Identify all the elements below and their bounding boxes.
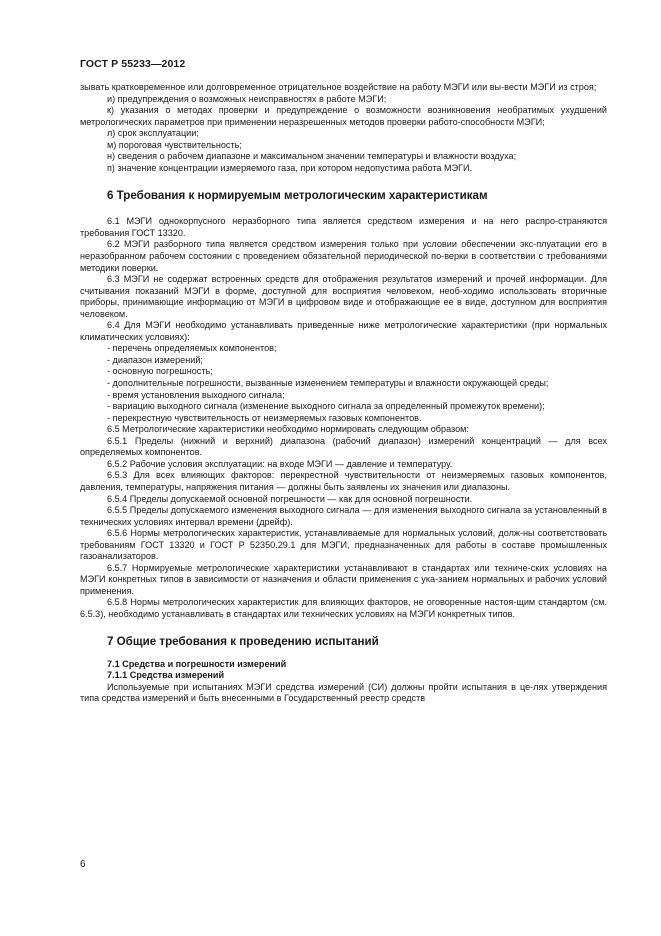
paragraph: 6.5.3 Для всех влияющих факторов: перекрестной чувствительности от неизмеряемых газовых компонентов, давления, температуры, напряжения питания — должны быть заявлены их значения или диапазоны. xyxy=(80,470,607,492)
paragraph: 6.5.8 Нормы метрологических характеристик для влияющих факторов, не оговоренные настоя-щим стандартом (см. 6.5.3), необходимо устанавливать в стандартах или технических условиях на МЭГИ конкретных типов. xyxy=(80,597,607,619)
section-heading: 7 Общие требования к проведению испытаний xyxy=(107,634,379,648)
paragraph: м) пороговая чувствительность; xyxy=(107,139,242,150)
paragraph: п) значение концентрации измеряемого газа, при котором недопустима работа МЭГИ. xyxy=(107,162,473,173)
paragraph: - перекрестную чувствительность от неизмеряемых газовых компонентов. xyxy=(107,412,422,423)
paragraph: зывать кратковременное или долговременное отрицательное воздействие на работу МЭГИ или вы-вести МЭГИ из строя; xyxy=(80,82,597,92)
paragraph: - время установления выходного сигнала; xyxy=(107,389,285,400)
page-number: 6 xyxy=(80,859,86,870)
paragraph: 6.5.5 Пределы допускаемого изменения выходного сигнала — для изменения выходного сигнала за установленный в технических условиях интервал времени (дрейф). xyxy=(80,505,607,527)
paragraph: 6.1 МЭГИ однокорпусного неразборного типа является средством измерения и на него распро-страняются требования ГОСТ 13320. xyxy=(80,216,607,238)
document-header: ГОСТ Р 55233—2012 xyxy=(80,58,186,70)
paragraph: 6.4 Для МЭГИ необходимо устанавливать приведенные ниже метрологические характеристики (при нормальных климатических условиях): xyxy=(80,320,607,342)
paragraph: 6.5.1 Пределы (нижний и верхний) диапазона (рабочий диапазон) измерений концентраций — для всех определяемых компонентов. xyxy=(80,435,607,458)
paragraph: 6.5.7 Нормируемые метрологические характеристики устанавливают в стандартах или техниче-ских условиях на МЭГИ конкретных типов в зависимости от назначения и области применения с ука-занием нормальных и рабочих условий применения. xyxy=(80,562,607,596)
paragraph: 6.5.6 Нормы метрологических характеристик, устанавливаемые для нормальных условий, долж-ны соответствовать требованиям ГОСТ 13320 и ГОСТ Р 52350.29.1 для МЭГИ, предназначенных для работы в составе промышленных газоанализаторов. xyxy=(80,528,607,562)
paragraph: 6.5.4 Пределы допускаемой основной погрешности — как для основной погрешности. xyxy=(107,493,473,504)
paragraph: - основную погрешность; xyxy=(107,366,213,377)
paragraph: - диапазон измерений; xyxy=(107,354,203,365)
paragraph: л) срок эксплуатации; xyxy=(107,128,199,139)
paragraph: - вариацию выходного сигнала (изменение выходного сигнала за определенный промежуток времени); xyxy=(107,401,545,412)
paragraph: - перечень определяемых компонентов; xyxy=(107,343,277,354)
document-body xyxy=(80,82,607,705)
paragraph: 6.3 МЭГИ не содержат встроенных средств для отображения результатов измерений и прочей информации. Для считывания показаний МЭГИ в форме, доступной для восприятия человеком, необ-ходимо использовать вторичные приборы, принимающие информацию от МЭГИ в цифровом виде и отображающие ее в виде, доступном для восприятия человеком. xyxy=(80,274,607,319)
paragraph: - дополнительные погрешности, вызванные изменением температуры и влажности окружающей среды; xyxy=(107,378,549,389)
subsection-heading: 7.1 Средства и погрешности измерений xyxy=(107,658,287,669)
paragraph: н) сведения о рабочем диапазоне и максимальном значении температуры и влажности воздуха; xyxy=(107,151,517,162)
paragraph: и) предупреждения о возможных неисправностях в работе МЭГИ; xyxy=(107,93,387,104)
paragraph: 6.5 Метрологические характеристики необходимо нормировать следующим образом: xyxy=(107,424,469,435)
subsection-heading: 7.1.1 Средства измерений xyxy=(107,670,225,681)
section-heading: 6 Требования к нормируемым метрологическим характеристикам xyxy=(107,189,488,203)
paragraph: 6.5.2 Рабочие условия эксплуатации: на входе МЭГИ — давление и температуру. xyxy=(107,458,453,469)
paragraph: Используемые при испытаниях МЭГИ средства измерений (СИ) должны пройти испытания в це-лях утверждения типа средства измерений и быть внесенными в Государственный реестр средств xyxy=(80,681,607,704)
paragraph: к) указания о методах проверки и предупреждение о возможности возникновения необратимых ухудшений метрологических параметров при применении неразрешенных методов проверки работо-способности МЭГИ; xyxy=(80,105,607,127)
paragraph: 6.2 МЭГИ разборного типа является средством измерения только при условии обеспечении экс-плуатации его в неразобранном рабочем состоянии с проведением обязательной периодической по-верки в соответствии с требованиями методики поверки. xyxy=(80,239,607,273)
